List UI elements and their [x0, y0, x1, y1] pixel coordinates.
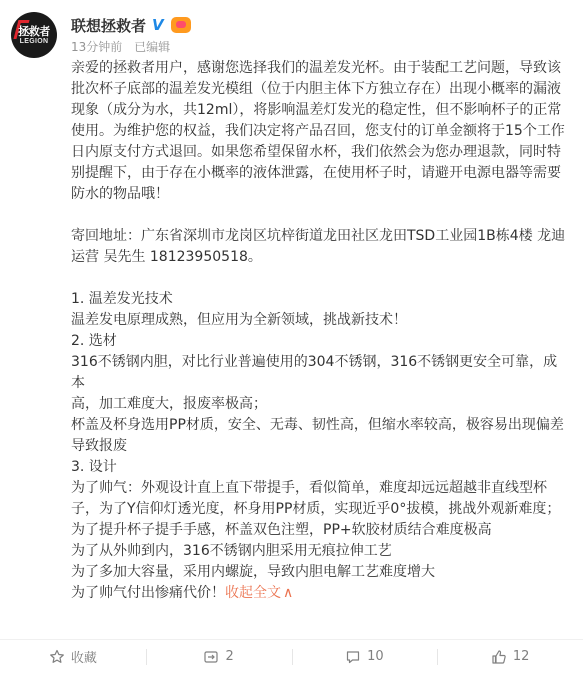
last-line-text: 为了帅气付出惨痛代价！	[71, 585, 225, 601]
star-icon	[49, 649, 65, 665]
comment-button[interactable]	[292, 640, 438, 673]
repost-button[interactable]	[146, 640, 292, 673]
feature-list-line: 高，加工难度大，报废率极高；	[71, 396, 267, 412]
post-header	[0, 0, 583, 58]
post-actions	[0, 639, 583, 673]
repost-count: 2	[225, 649, 234, 664]
feature-list-line: 导致报废	[71, 438, 127, 454]
post-meta	[71, 38, 170, 55]
favorite-label: 收藏	[70, 651, 97, 666]
avatar-logo-subtext: LEGION	[19, 38, 49, 45]
feature-list-line: 杯盖及杯身选用PP材质，安全、无毒、韧性高，但缩水率较高，极容易出现偏差	[71, 417, 564, 433]
chevron-up-icon[interactable]: ∧	[283, 585, 294, 601]
post-paragraph: 亲爱的拯救者用户，感谢您选择我们的温差发光杯。由于装配工艺问题，导致该 批次杯子底部的温差发光模组（位于内胆主体下方独立存在）出现小概率的漏液 现象（成分为水，共12ml），将影响温差灯发光的稳定性，但不影响杯子的正常 使用。为维护您的权益，我们决定将产品召回，您支付的订单金额将于15个工作 日内原支付方式退回。如果您希望保留水杯，我们依然会为您办理退款，同时特 别提醒下，由于存在小概率的液体泄露，在使用杯子时，请避开电源电器等需要 防水的物品哦！	[71, 60, 565, 202]
author-name[interactable]: 联想拯救者	[71, 16, 147, 35]
avatar-logo-text: 拯救者	[18, 25, 50, 38]
comment-icon	[345, 649, 361, 665]
like-count: 12	[512, 649, 530, 664]
favorite-button[interactable]	[0, 640, 146, 673]
comment-count: 10	[367, 649, 384, 664]
post-content	[71, 58, 571, 604]
feature-list-line: 子，为了Y信仰灯透光度，杯身用PP材质，实现近乎0°拔模，挑战外观新难度；	[71, 501, 561, 517]
collapse-button[interactable]: 收起全文	[225, 585, 281, 601]
spacer	[71, 205, 571, 226]
feature-list	[71, 289, 571, 583]
return-address: 寄回地址：广东省深圳市龙岗区坑梓街道龙田社区龙田TSD工业园1B栋4楼 龙迪 运营 吴先生 18123950518。	[71, 228, 566, 265]
repost-icon	[203, 649, 219, 665]
avatar[interactable]	[11, 12, 57, 58]
feature-list-line: 3. 设计	[71, 459, 117, 475]
like-button[interactable]	[437, 640, 583, 673]
feature-list-line: 316不锈钢内胆，对比行业普遍使用的304不锈钢，316不锈钢更安全可靠，成本	[71, 354, 558, 391]
feature-list-line: 为了帅气：外观设计直上直下带提手，看似简单，难度却远远超越非直线型杯	[71, 480, 547, 496]
spacer	[71, 268, 571, 289]
vip-badge-icon[interactable]	[171, 17, 191, 33]
feature-list-line: 为了多加大容量，采用内螺旋，导致内胆电解工艺难度增大	[71, 564, 435, 580]
feature-list-line: 为了提升杯子提手手感，杯盖双色注塑，PP+软胶材质结合难度极高	[71, 522, 492, 538]
feature-list-line: 2. 选材	[71, 333, 117, 349]
feature-list-line: 温差发电原理成熟，但应用为全新领域，挑战新技术！	[71, 312, 407, 328]
author-row	[71, 14, 191, 36]
post-last-line	[71, 583, 571, 604]
edited-label[interactable]: 已编辑	[134, 40, 171, 54]
post-time[interactable]: 13分钟前	[71, 40, 123, 54]
thumbs-up-icon	[491, 649, 507, 665]
feature-list-line: 1. 温差发光技术	[71, 291, 173, 307]
feature-list-line: 为了从外帅到内，316不锈钢内胆采用无痕拉伸工艺	[71, 543, 392, 559]
verified-icon: V	[152, 16, 164, 34]
